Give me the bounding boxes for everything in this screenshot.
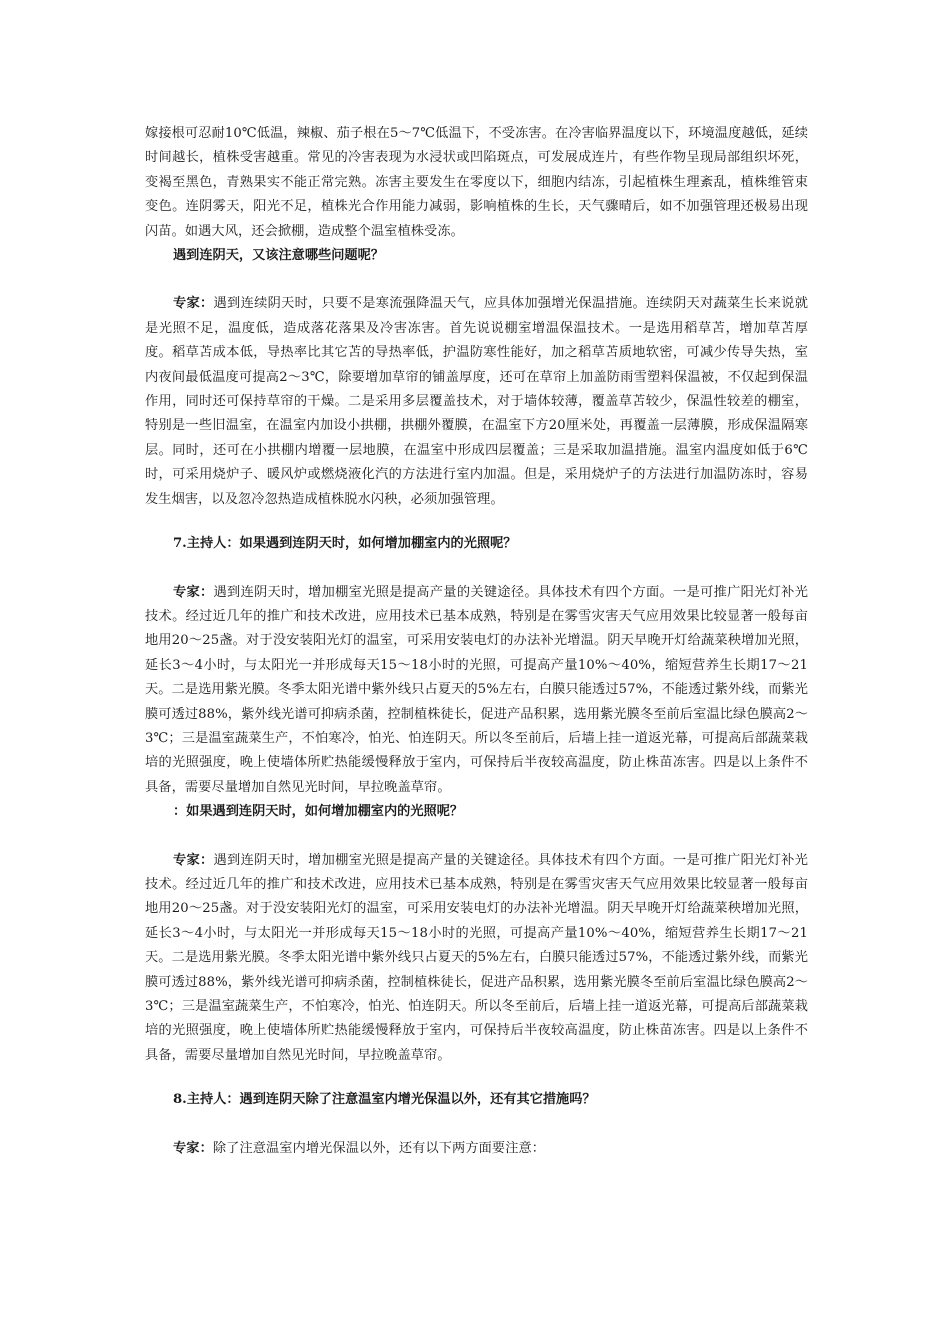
answer-light-repeat: [145, 849, 808, 1069]
question-light-repeat: ：如果遇到连阴天时，如何增加棚室内的光照呢？: [173, 804, 464, 820]
answer-other-measures: [145, 1137, 808, 1161]
answer-text: 遇到连阴天时，增加棚室光照是提高产量的关键途径。具体技术有四个方面。一是可推广阳光灯补光技术。经过近几年的推广和技术改进，应用技术已基本成熟，特别是在雾雪灾害天气应用效果比较显著一般每亩地用20～25盏。对于没安装阳光灯的温室，可采用安装电灯的办法补光增温。阴天早晚开灯给蔬菜秧增加光照，延长3～4小时，与太阳光一并形成每天15～18小时的光照，可提高产量10%～40%，缩短营养生长期17～21天。二是选用紫光膜。冬季太阳光谱中紫外线只占夏天的5%左右，白膜只能透过57%，不能透过紫外线，而紫光膜可透过88%，紫外线光谱可抑病杀菌，控制植株徒长，促进产品积累，选用紫光膜冬至前后室温比绿色膜高2～3℃；三是温室蔬菜生产，不怕寒冷，怕光、怕连阴天。所以冬至前后，后墙上挂一道返光幕，可提高后部蔬菜栽培的光照强度，晚上使墙体所贮热能缓慢释放于室内，可保持后半夜较高温度，防止株苗冻害。四是以上条件不具备，需要尽量增加自然见光时间，早拉晚盖草帘。: [145, 852, 808, 1063]
expert-label: 专家：: [173, 1140, 213, 1156]
answer-insulation: [145, 292, 808, 512]
expert-label: 专家：: [173, 852, 214, 868]
question-7-light: 7.主持人：如果遇到连阴天时，如何增加棚室内的光照呢？: [173, 536, 517, 552]
document-body: [145, 122, 808, 1161]
question-8-other-measures: 8.主持人：遇到连阴天除了注意温室内增光保温以外，还有其它措施吗？: [173, 1092, 596, 1108]
expert-label: 专家：: [173, 584, 214, 600]
question-cloudy-days: 遇到连阴天，又该注意哪些问题呢？: [173, 248, 384, 264]
answer-light: [145, 581, 808, 801]
answer-text: 遇到连阴天时，增加棚室光照是提高产量的关键途径。具体技术有四个方面。一是可推广阳光灯补光技术。经过近几年的推广和技术改进，应用技术已基本成熟，特别是在雾雪灾害天气应用效果比较显著一般每亩地用20～25盏。对于没安装阳光灯的温室，可采用安装电灯的办法补光增温。阴天早晚开灯给蔬菜秧增加光照，延长3～4小时，与太阳光一并形成每天15～18小时的光照，可提高产量10%～40%，缩短营养生长期17～21天。二是选用紫光膜。冬季太阳光谱中紫外线只占夏天的5%左右，白膜只能透过57%，不能透过紫外线，而紫光膜可透过88%，紫外线光谱可抑病杀菌，控制植株徒长，促进产品积累，选用紫光膜冬至前后室温比绿色膜高2～3℃；三是温室蔬菜生产，不怕寒冷，怕光、怕连阴天。所以冬至前后，后墙上挂一道返光幕，可提高后部蔬菜栽培的光照强度，晚上使墙体所贮热能缓慢释放于室内，可保持后半夜较高温度，防止株苗冻害。四是以上条件不具备，需要尽量增加自然见光时间，早拉晚盖草帘。: [145, 584, 808, 795]
answer-text: 遇到连续阴天时，只要不是寒流强降温天气，应具体加强增光保温措施。连续阴天对蔬菜生长来说就是光照不足，温度低，造成落花落果及冷害冻害。首先说说棚室增温保温技术。一是选用稻草苫，增加草苫厚度。稻草苫成本低，导热率比其它苫的导热率低，护温防寒性能好，加之稻草苫质地软密，可减少传导失热，室内夜间最低温度可提高2～3℃，除要增加草帘的铺盖厚度，还可在草帘上加盖防雨雪塑料保温被，不仅起到保温作用，同时还可保持草帘的干燥。二是采用多层覆盖技术，对于墙体较薄，覆盖草苫较少，保温性较差的棚室，特别是一些旧温室，在温室内加设小拱棚，拱棚外覆膜，在温室下方20厘米处，再覆盖一层薄膜，形成保温隔寒层。同时，还可在小拱棚内增覆一层地膜，在温室中形成四层覆盖；三是采取加温措施。温室内温度如低于6℃时，可采用烧炉子、暖风炉或燃烧液化汽的方法进行室内加温。但是，采用烧炉子的方法进行加温防冻时，容易发生烟害，以及忽冷忽热造成植株脱水闪秧，必须加强管理。: [145, 296, 808, 507]
paragraph-cold-damage: 嫁接根可忍耐10℃低温，辣椒、茄子根在5～7℃低温下，不受冻害。在冷害临界温度以下，环境温度越低，延续时间越长，植株受害越重。常见的冷害表现为水浸状或凹陷斑点，可发展成连片，有些作物呈现局部组织坏死，变褐至黑色，青熟果实不能正常完熟。冻害主要发生在零度以下，细胞内结冻，引起植株生理紊乱，植株维管束变色。连阴雾天，阳光不足，植株光合作用能力减弱，影响植株的生长，天气骤晴后，如不加强管理还极易出现闪苗。如遇大风，还会掀棚，造成整个温室植株受冻。: [145, 126, 808, 239]
expert-label: 专家：: [173, 296, 214, 312]
answer-text: 除了注意温室内增光保温以外，还有以下两方面要注意：: [212, 1140, 546, 1156]
